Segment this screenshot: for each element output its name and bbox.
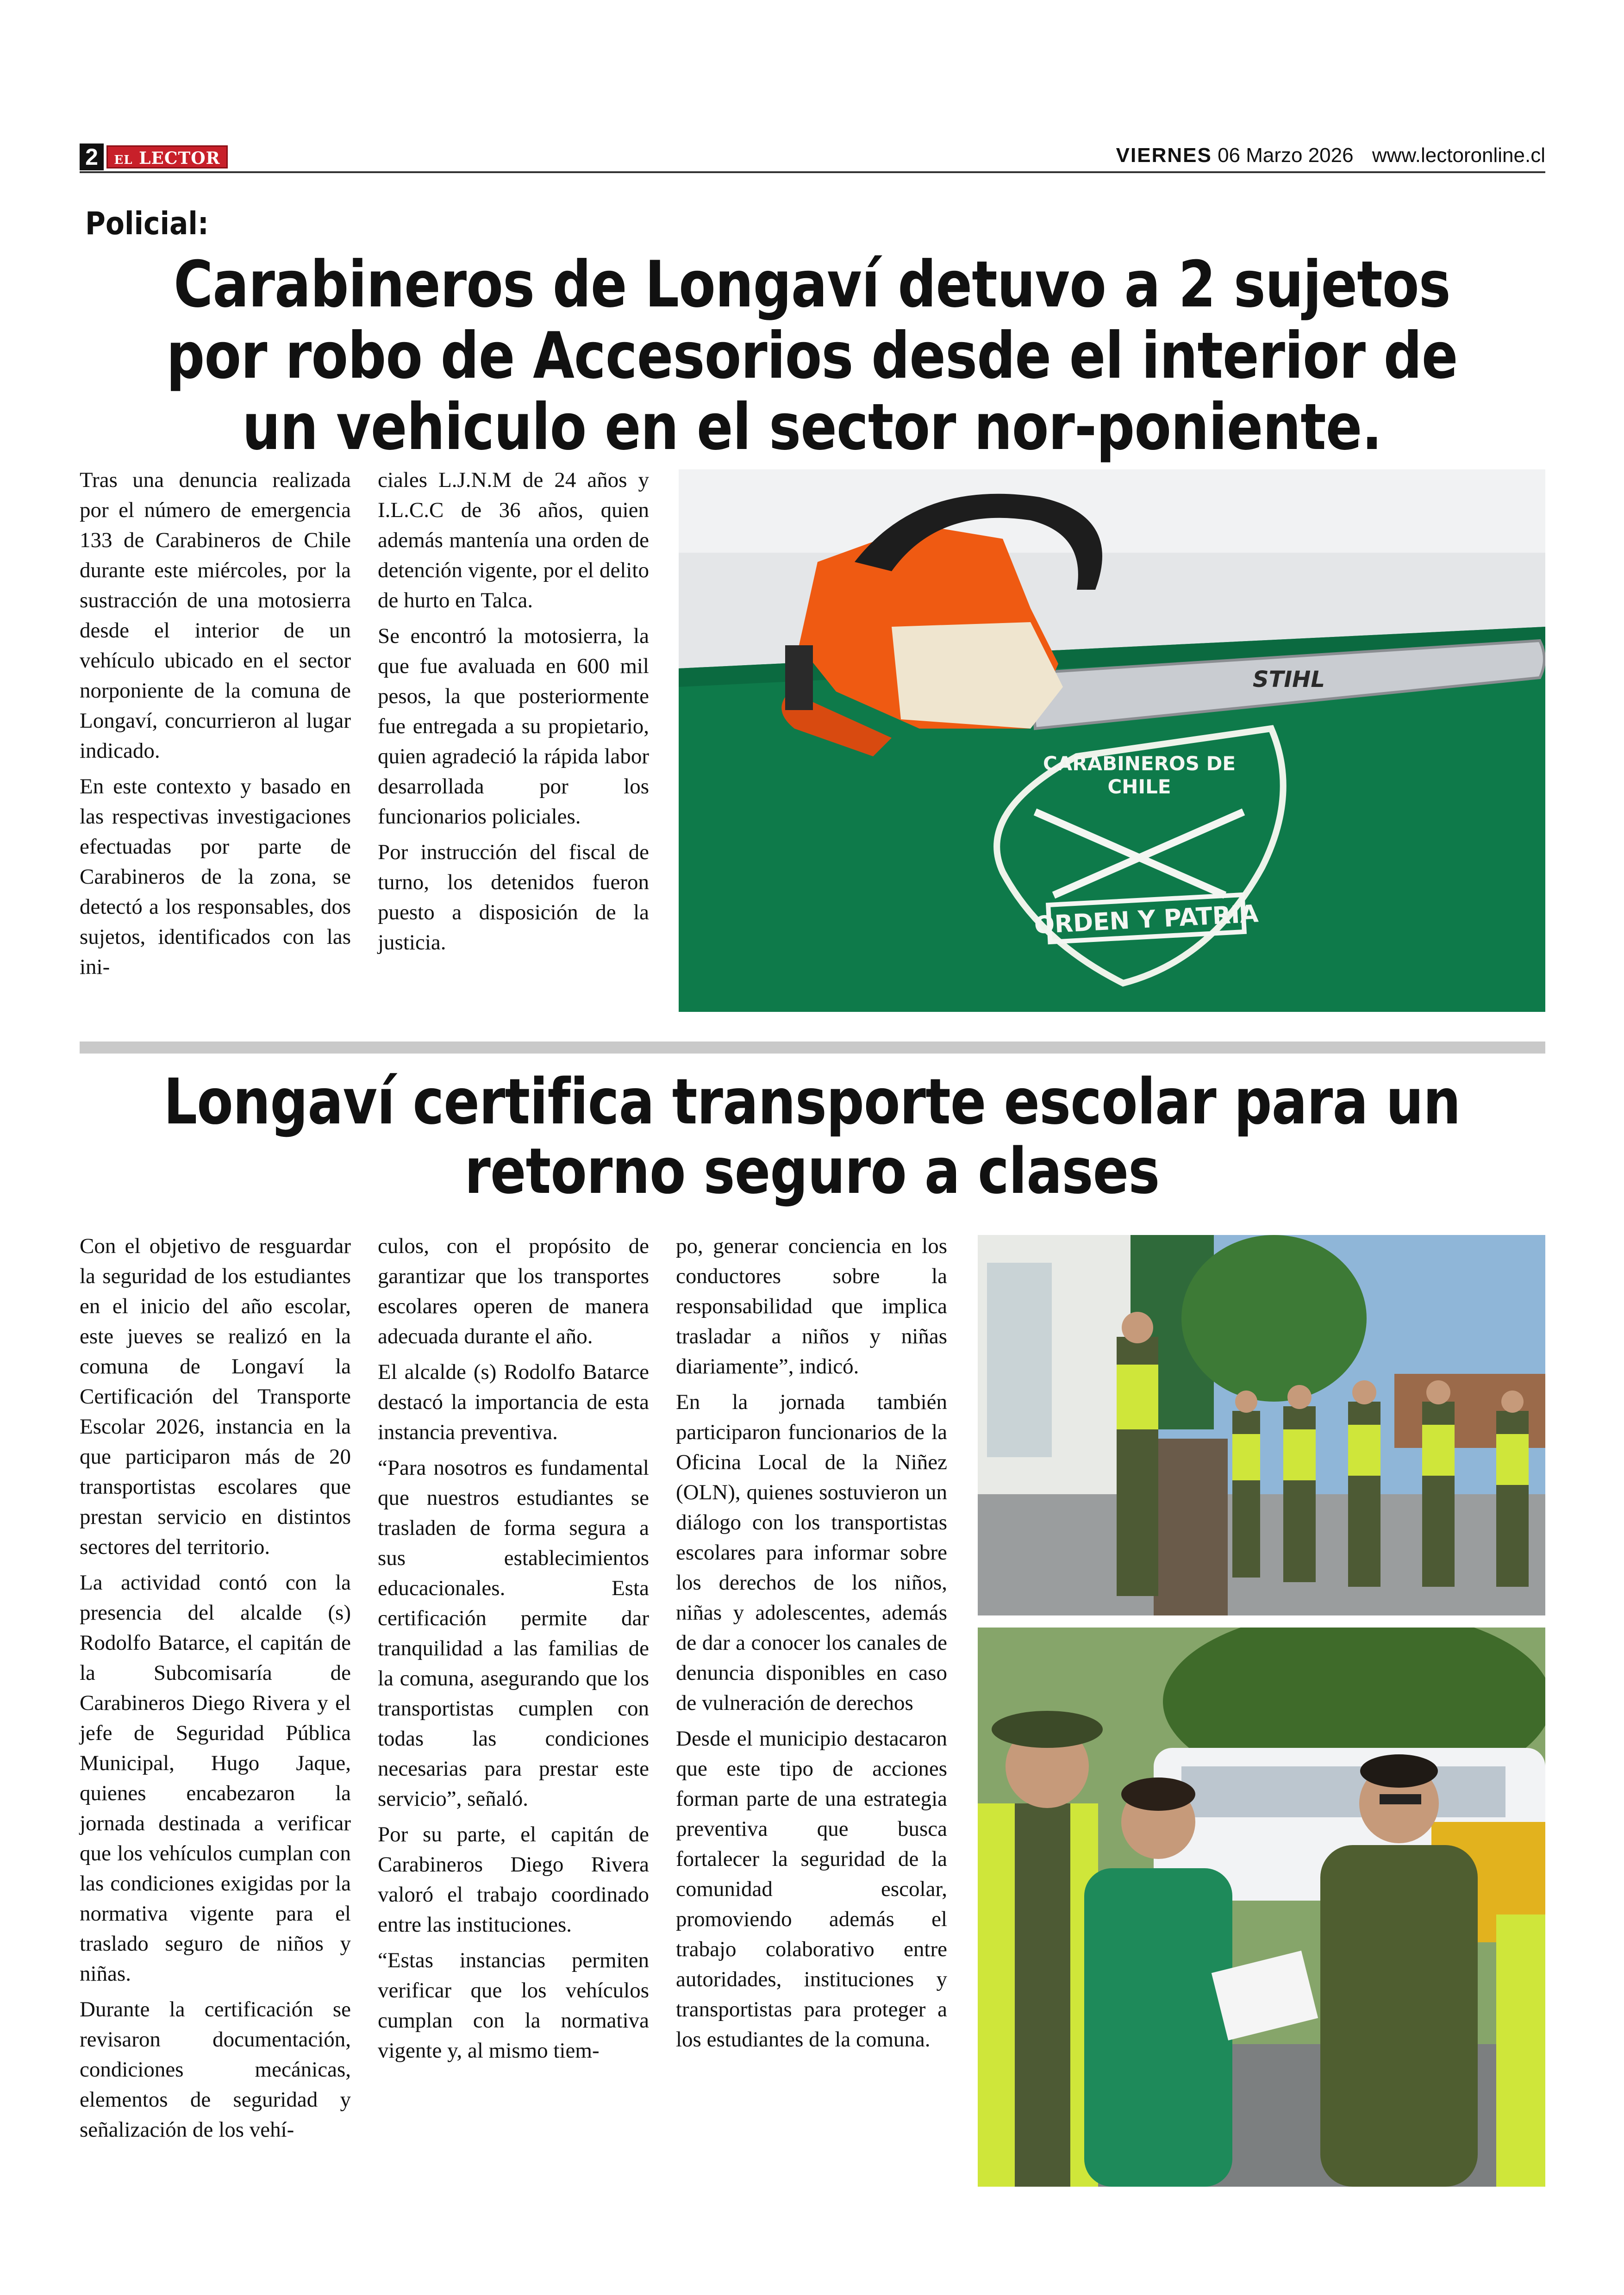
paragraph: Desde el municipio destacaron que este tipo de acciones forman parte de una estrategia preventiva que busca fortalecer la seguridad de la comunidad escolar, promoviendo además el trabajo colaborativo entre autoridades, instituciones y transportistas para proteger a los estudiantes de la comuna.: [676, 1727, 947, 2052]
header-divider: [80, 171, 1545, 173]
paragraph: Por su parte, el capitán de Carabineros Diego Rivera valoró el trabajo coordinado entre las instituciones.: [378, 1822, 649, 1937]
paragraph: Durante la certificación se revisaron documentación, condiciones mecánicas, elementos de seguridad y señalización de los vehí-: [80, 1997, 351, 2142]
logo-prefix: EL: [114, 153, 133, 167]
paragraph: culos, con el propósito de garantizar que los transportes escolares operen de manera adecuada durante el año.: [378, 1234, 649, 1348]
paragraph: Con el objetivo de resguardar la seguridad de los estudiantes en el inicio del año escolar, este jueves se realizó en la comuna de Longaví la Certificación del Transporte Escolar 2026, instancia en la que participaron más de 20 transportistas escolares que prestan servicio en distintos sectores del territorio.: [80, 1234, 351, 1559]
article1-column-2: [378, 465, 649, 963]
paragraph: En este contexto y basado en las respectivas investigaciones efectuadas por parte de Carabineros de la zona, se detectó a los responsables, dos sujetos, identificados con las ini-: [80, 774, 351, 979]
page-header: [80, 141, 1545, 174]
newspaper-logo[interactable]: [106, 145, 228, 168]
page-number: 2: [80, 143, 104, 170]
paragraph: Tras una denuncia realizada por el número de emergencia 133 de Carabineros de Chile durante este miércoles, por la sustracción de una motosierra desde el interior de un vehículo ubicado en el sector norponiente de la comuna de Longaví, concurrieron al lugar indicado.: [80, 468, 351, 763]
paragraph: ciales L.J.N.M de 24 años y I.L.C.C de 36 años, quien además mantenía una orden de detención vigente, por el delito de hurto en Talca.: [378, 468, 649, 612]
vehicle-inspection-photo: [978, 1628, 1545, 2187]
paragraph: La actividad contó con la presencia del alcalde (s) Rodolfo Batarce, el capitán de la Subcomisaría de Carabineros Diego Rivera y el jefe de Seguridad Pública Municipal, Hugo Jaque, quienes encabezaron la jornada destinada a verificar que los vehículos cumplan con las condiciones exigidas por la normativa vigente para el traslado seguro de niños y niñas.: [80, 1571, 351, 1986]
chainsaw-evidence-photo: [679, 469, 1545, 1012]
article1-kicker: Policial:: [85, 206, 209, 242]
chainsaw-brand: STIHL: [1253, 667, 1325, 692]
paragraph: Por instrucción del fiscal de turno, los detenidos fueron puesto a disposición de la justicia.: [378, 840, 649, 954]
article2-column-2: [378, 1231, 649, 2071]
emblem-top-text-2: CHILE: [1107, 775, 1171, 798]
header-info: [1116, 142, 1545, 169]
emblem-top-text: CARABINEROS DE: [1043, 752, 1236, 775]
article2-column-3: [676, 1231, 947, 2060]
paragraph: En la jornada también participaron funcionarios de la Oficina Local de la Niñez (OLN), quienes sostuvieron un diálogo con los transportistas escolares para informar sobre los derechos de los niños, niñas y adolescentes, además de dar a conocer los canales de denuncia disponibles en caso de vulneración de derechos: [676, 1390, 947, 1715]
paragraph: po, generar conciencia en los conductores sobre la responsabilidad que implica trasladar a niños y niñas diariamente”, indicó.: [676, 1234, 947, 1378]
paragraph: El alcalde (s) Rodolfo Batarce destacó la importancia de esta instancia preventiva.: [378, 1360, 649, 1444]
ceremony-podium-photo: [978, 1235, 1545, 1615]
article2-column-1: [80, 1231, 351, 2151]
header-day: VIERNES: [1116, 144, 1212, 167]
paragraph: Se encontró la motosierra, la que fue avaluada en 600 mil pesos, la que posteriormente fue entregada a su propietario, quien agradeció la rápida labor desarrollada por los funcionarios policiales.: [378, 624, 649, 829]
article1-headline: Carabineros de Longaví detuvo a 2 sujetos por robo de Accesorios desde el interior de un vehiculo en el sector nor-poniente.: [166, 247, 1458, 464]
section-divider: [80, 1041, 1545, 1054]
article1-column-1: [80, 465, 351, 988]
logo-name: LECTOR: [139, 149, 220, 168]
paragraph: “Para nosotros es fundamental que nuestros estudiantes se trasladen de forma segura a sus establecimientos educacionales. Esta certificación permite dar tranquilidad a las familias de la comuna, asegurando que los transportistas cumplen con todas las condiciones necesarias para prestar este servicio”, señaló.: [378, 1456, 649, 1811]
header-website-link[interactable]: www.lectoronline.cl: [1372, 144, 1545, 167]
header-date: 06 Marzo 2026: [1218, 144, 1354, 167]
article2-headline: Longaví certifica transporte escolar para un retorno seguro a clases: [163, 1066, 1461, 1208]
emblem-motto-text: ORDEN Y PATRIA: [1033, 900, 1259, 940]
paragraph: “Estas instancias permiten verificar que los vehículos cumplan con la normativa vigente y, al mismo tiem-: [378, 1948, 649, 2063]
